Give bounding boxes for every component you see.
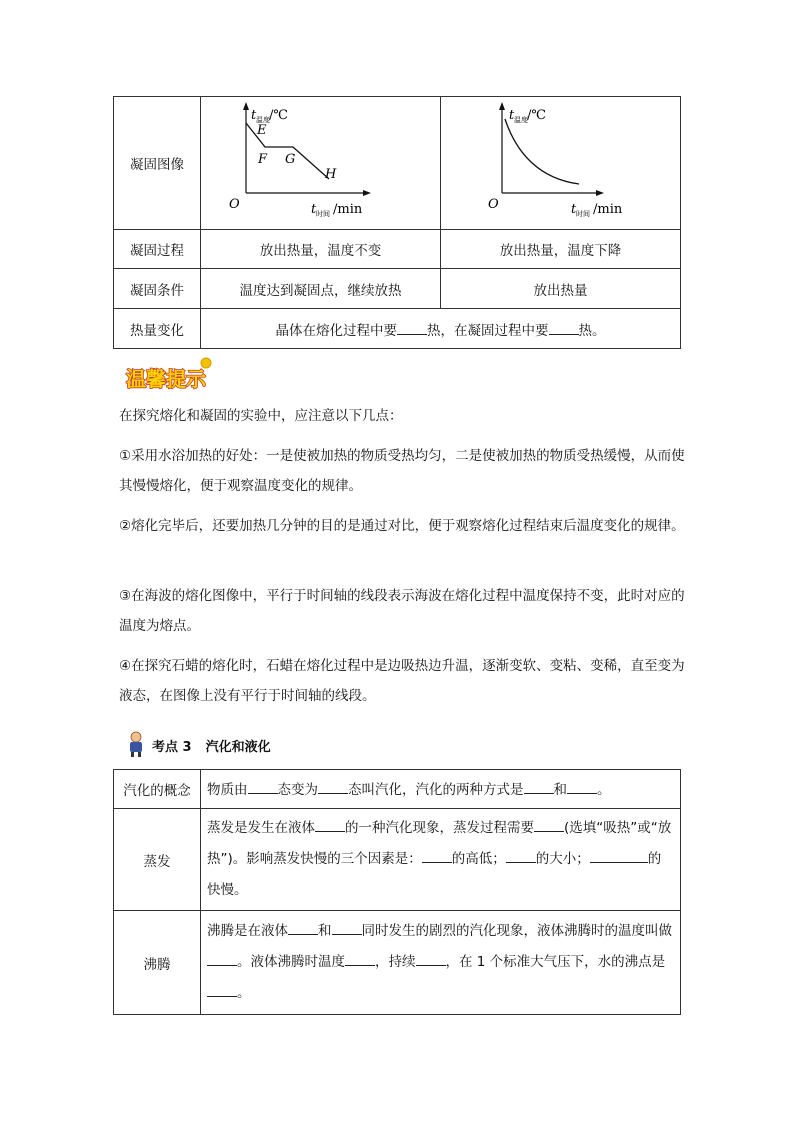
vaporization-table [113, 769, 681, 1015]
boiling-text: 沸腾是在液体 和 同时发生的剧烈的汽化现象，液体沸腾时的温度叫做。液体沸腾时温度 ，持续 ，在 1 个标准大气压下，水的沸点是。 [201, 911, 681, 1015]
heat-text-a: 晶体在熔化过程中要 [275, 322, 397, 339]
teacher-icon [126, 731, 146, 757]
x-axis-sub: 时间 [316, 210, 330, 218]
x-axis-sub: 时间 [576, 210, 590, 218]
concept-text: 物质由 态变为 态叫汽化，汽化的两种方式是 和 。 [201, 770, 681, 809]
noncrystal-condition: 放出热量 [441, 269, 681, 309]
blank [397, 320, 427, 335]
row-label-boiling: 沸腾 [114, 911, 201, 1015]
heat-text-b: 热，在凝固过程中要 [427, 322, 549, 339]
hint-item-4: ④在探究石蜡的熔化时，石蜡在熔化过程中是边吸热边升温，逐渐变软、变粘、变稀，直至变为液态，在图像上没有平行于时间轴的线段。 [119, 658, 685, 704]
section-heading [126, 731, 271, 757]
point-f: F [258, 152, 268, 167]
graph-noncrystal-svg [441, 97, 681, 229]
hint-intro: 在探究熔化和凝固的实验中，应注意以下几点： [119, 408, 403, 424]
evaporation-text: 蒸发是发生在液体 的一种汽化现象，蒸发过程需要 (选填“吸热”或“放热”)。影响蒸发快慢的三个因素是： 的高低； 的大小； 的快慢。 [201, 809, 681, 911]
hint-item-3: ③在海波的熔化图像中，平行于时间轴的线段表示海波在熔化过程中温度保持不变，此时对应的温度为熔点。 [119, 588, 685, 634]
point-g: G [285, 152, 296, 167]
heat-text-c: 热。 [578, 322, 606, 339]
crystal-condition: 温度达到凝固点，继续放热 [201, 269, 441, 309]
x-axis-symbol: t [311, 202, 317, 217]
row-label-heat: 热量变化 [114, 309, 201, 349]
y-axis-symbol: t [509, 108, 515, 123]
y-axis-sub: 温度 [514, 116, 528, 124]
point-e: E [257, 123, 267, 138]
hint-item-1: ①采用水浴加热的好处：一是使被加热的物质受热均匀，二是使被加热的物质受热缓慢，从而使其慢慢熔化，便于观察温度变化的规律。 [119, 448, 685, 494]
y-axis-unit: /℃ [269, 108, 288, 123]
crystal-solidification-graph [201, 97, 441, 230]
crystal-process: 放出热量，温度不变 [201, 230, 441, 269]
x-axis-unit: /min [333, 202, 363, 217]
y-axis-unit: /℃ [527, 108, 546, 123]
noncrystal-curve [505, 119, 579, 184]
row-label-evaporation: 蒸发 [114, 809, 201, 911]
blank [549, 320, 579, 335]
origin-label: O [488, 197, 499, 212]
noncrystal-process: 放出热量，温度下降 [441, 230, 681, 269]
x-axis-symbol: t [571, 202, 577, 217]
row-label-concept: 汽化的概念 [114, 770, 201, 809]
graph-crystal-svg [201, 97, 441, 229]
section-number: 考点 3 [152, 740, 192, 755]
row-label-condition: 凝固条件 [114, 269, 201, 309]
row-label-process: 凝固过程 [114, 230, 201, 269]
origin-label: O [229, 197, 240, 212]
solidification-table [113, 96, 681, 349]
point-h: H [325, 167, 337, 182]
hint-title-text: 温馨提示 [126, 367, 206, 391]
hint-item-2: ②熔化完毕后，还要加热几分钟的目的是通过对比，便于观察熔化过程结束后温度变化的规律。 [119, 518, 685, 534]
y-axis-sub: 温度 [256, 116, 270, 124]
noncrystal-solidification-graph [441, 97, 681, 230]
row-label-image: 凝固图像 [114, 97, 201, 230]
heat-change-text [201, 309, 681, 349]
hint-title-banner [124, 356, 220, 392]
section-title: 汽化和液化 [205, 740, 271, 755]
x-axis-unit: /min [593, 202, 623, 217]
y-axis-symbol: t [251, 108, 257, 123]
